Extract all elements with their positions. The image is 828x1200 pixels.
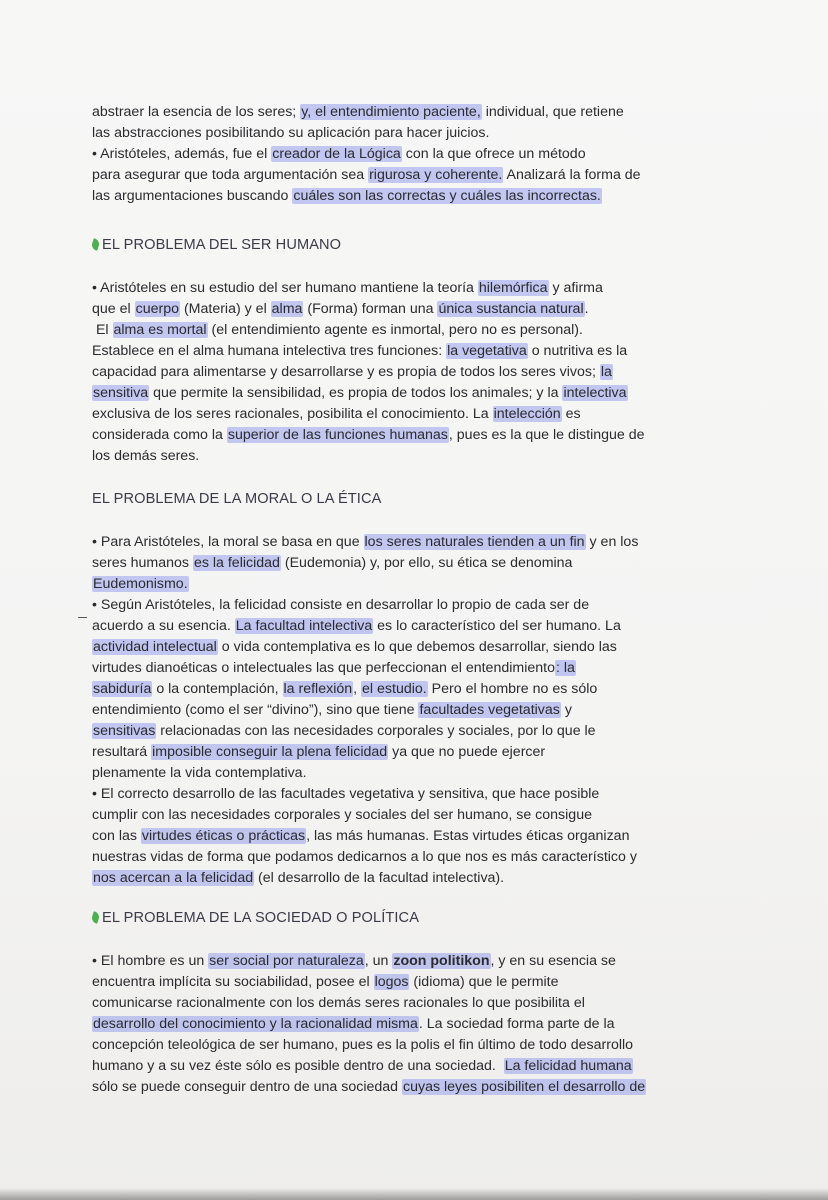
highlighted-text: Eudemonismo. <box>93 576 188 592</box>
highlighted-text: cuáles son las correctas y cuáles las incorrectas. <box>293 188 601 204</box>
highlighted-text: cuerpo <box>135 301 179 317</box>
text-segment: y afirma <box>548 280 603 296</box>
highlighted-text: nos acercan a la felicidad <box>93 870 254 886</box>
intro-paragraph <box>92 102 742 207</box>
text-line <box>92 658 742 679</box>
text-segment: • Aristóteles en su estudio del ser humano mantiene la teoría <box>92 280 478 296</box>
highlighted-text: superior de las funciones humanas <box>227 427 448 443</box>
text-segment: o nutritiva es la <box>527 343 628 359</box>
text-segment: • Aristóteles, además, fue el <box>92 146 272 162</box>
text-segment: individual, que retiene <box>481 104 624 120</box>
highlighted-text: única sustancia natural <box>438 301 584 317</box>
text-segment: ya que no puede ejercer <box>388 744 546 760</box>
text-segment: y en los <box>585 534 639 550</box>
text-segment: considerada como la <box>92 427 227 443</box>
highlighted-text: La felicidad humana <box>504 1058 632 1074</box>
text-segment: con la que ofrece un método <box>401 146 586 162</box>
highlighted-text: actividad intelectual <box>93 639 217 655</box>
text-line <box>92 721 742 742</box>
text-line <box>92 102 742 123</box>
text-line <box>92 404 742 425</box>
heading-sociedad: EL PROBLEMA DE LA SOCIEDAD O POLÍTICA <box>92 908 742 929</box>
text-segment: encuentra implícita su sociabilidad, posee el <box>92 974 374 990</box>
highlighted-text: La facultad intelectiva <box>235 618 373 634</box>
text-line <box>92 637 742 658</box>
text-segment: o la contemplación, <box>152 681 283 697</box>
highlighted-text: rigurosa y coherente. <box>369 167 503 183</box>
text-segment: • Según Aristóteles, la felicidad consiste en desarrollar lo propio de cada ser de <box>92 597 590 613</box>
text-line <box>92 123 742 144</box>
highlighted-text: intelección <box>493 406 561 422</box>
highlighted-text: ser social por naturaleza <box>209 953 364 969</box>
text-segment: Pero el hombre no es sólo <box>427 681 598 697</box>
highlighted-text: cuyas leyes posibiliten el desarrollo de <box>403 1079 646 1095</box>
text-segment: (el entendimiento agente es inmortal, pero no es personal). <box>207 322 583 338</box>
text-line <box>92 742 742 763</box>
text-segment: , pues es la que le distingue de <box>448 427 645 443</box>
text-line <box>92 144 742 165</box>
highlighted-text: y, el entendimiento paciente, <box>301 104 481 120</box>
text-segment: es lo característico del ser humano. La <box>373 618 621 634</box>
text-segment: cumplir con las necesidades corporales y sociales del ser humano, se consigue <box>92 807 592 823</box>
highlighted-text: sensitivas <box>93 723 156 739</box>
text-segment: . La sociedad forma parte de la <box>418 1016 615 1032</box>
text-segment: y <box>560 702 572 718</box>
moral-paragraph <box>92 532 742 889</box>
text-segment: con las <box>92 828 141 844</box>
text-line <box>92 700 742 721</box>
heading-moral: EL PROBLEMA DE LA MORAL O LA ÉTICA <box>92 491 382 507</box>
text-segment: abstraer la esencia de los seres; <box>92 104 301 120</box>
text-segment: plenamente la vida contemplativa. <box>92 765 307 781</box>
heading-ser-humano: EL PROBLEMA DEL SER HUMANO <box>92 235 742 256</box>
text-segment: comunicarse racionalmente con los demás seres racionales lo que posibilita el <box>92 995 585 1011</box>
highlighted-text: es la felicidad <box>193 555 280 571</box>
highlighted-bold-text: zoon politikon <box>393 953 490 969</box>
text-line <box>92 1077 742 1098</box>
highlighted-text: la <box>600 364 612 380</box>
highlighted-text: : la <box>555 660 575 676</box>
text-segment: (Eudemonia) y, por ello, su ética se denomina <box>280 555 573 571</box>
text-line <box>92 1056 742 1077</box>
text-segment: Establece en el alma humana intelectiva tres funciones: <box>92 343 447 359</box>
text-segment: seres humanos <box>92 555 193 571</box>
text-line <box>92 278 742 299</box>
text-segment: , las más humanas. Estas virtudes éticas organizan <box>306 828 630 844</box>
text-segment: nuestras vidas de forma que podamos dedicarnos a lo que nos es más característico y <box>92 849 637 865</box>
highlighted-text: los seres naturales tienden a un fin <box>364 534 585 550</box>
leaf-bullet-icon <box>90 911 100 924</box>
highlighted-text: la reflexión <box>283 681 353 697</box>
text-line <box>92 972 742 993</box>
leaf-bullet-icon <box>90 238 100 251</box>
text-segment: relacionadas con las necesidades corporales y sociales, por lo que le <box>156 723 596 739</box>
text-segment: • Para Aristóteles, la moral se basa en que <box>92 534 364 550</box>
ser-humano-paragraph <box>92 278 742 467</box>
highlighted-text: el estudio. <box>362 681 427 697</box>
document-content <box>92 102 742 1098</box>
text-segment: • El correcto desarrollo de las facultades vegetativa y sensitiva, que hace posible <box>92 786 600 802</box>
text-segment: • El hombre es un <box>92 953 209 969</box>
text-line <box>92 763 742 784</box>
text-segment: para asegurar que toda argumentación sea <box>92 167 369 183</box>
text-segment: concepción teleológica de ser humano, pues es la polis el fin último de todo desarrollo <box>92 1037 634 1053</box>
text-line <box>92 951 742 972</box>
highlighted-text: creador de la Lógica <box>272 146 401 162</box>
text-line <box>92 341 742 362</box>
text-segment: (idioma) que le permite <box>409 974 559 990</box>
text-line <box>92 826 742 847</box>
text-segment: (el desarrollo de la facultad intelectiva). <box>254 870 505 886</box>
highlighted-text: virtudes éticas o prácticas <box>141 828 306 844</box>
highlighted-text: intelectiva <box>563 385 627 401</box>
highlighted-text: desarrollo del conocimiento y la racionalidad misma <box>93 1016 418 1032</box>
text-segment: exclusiva de los seres racionales, posibilita el conocimiento. La <box>92 406 493 422</box>
highlighted-text: sabiduría <box>93 681 152 697</box>
text-line <box>92 532 742 553</box>
text-segment: resultará <box>92 744 152 760</box>
text-segment: , <box>353 681 362 697</box>
text-segment: (Materia) y el <box>180 301 271 317</box>
text-segment: acuerdo a su esencia. <box>92 618 235 634</box>
text-line <box>92 553 742 574</box>
text-line <box>92 425 742 446</box>
highlighted-text: alma <box>271 301 303 317</box>
text-line <box>92 320 742 341</box>
text-line <box>92 784 742 805</box>
highlighted-text: imposible conseguir la plena felicidad <box>152 744 388 760</box>
text-segment: El <box>92 322 113 338</box>
text-line <box>92 165 742 186</box>
text-line <box>92 868 742 889</box>
text-line <box>92 574 742 595</box>
text-segment: Analizará la forma de <box>503 167 641 183</box>
text-segment: que el <box>92 301 135 317</box>
text-line <box>92 679 742 700</box>
text-segment: que permite la sensibilidad, es propia de todos los animales; y la <box>149 385 563 401</box>
highlighted-text: alma es mortal <box>113 322 207 338</box>
text-segment: humano y a su vez éste sólo es posible dentro de una sociedad. <box>92 1058 504 1074</box>
text-line <box>92 383 742 404</box>
text-segment: los demás seres. <box>92 448 200 464</box>
text-segment: . <box>584 301 589 317</box>
text-segment: las abstracciones posibilitando su aplicación para hacer juicios. <box>92 125 490 141</box>
text-segment: , y en su esencia se <box>490 953 616 969</box>
text-segment: virtudes dianoéticas o intelectuales las que perfeccionan el entendimiento <box>92 660 555 676</box>
text-segment: es <box>561 406 581 422</box>
margin-dash-mark <box>78 617 87 618</box>
text-segment: sólo se puede conseguir dentro de una sociedad <box>92 1079 402 1095</box>
text-line <box>92 616 742 637</box>
highlighted-text: facultades vegetativas <box>419 702 560 718</box>
text-line <box>92 186 742 207</box>
page-bottom-shadow <box>0 1188 828 1200</box>
sociedad-paragraph <box>92 951 742 1098</box>
text-line <box>92 805 742 826</box>
text-line <box>92 446 742 467</box>
text-segment: (Forma) forman una <box>303 301 438 317</box>
text-line <box>92 847 742 868</box>
text-line <box>92 993 742 1014</box>
text-segment: las argumentaciones buscando <box>92 188 293 204</box>
text-segment: , un <box>364 953 393 969</box>
text-line <box>92 1035 742 1056</box>
text-segment: entendimiento (como el ser “divino”), sino que tiene <box>92 702 419 718</box>
text-line <box>92 299 742 320</box>
text-line <box>92 595 742 616</box>
highlighted-text: la vegetativa <box>447 343 527 359</box>
text-segment: o vida contemplativa es lo que debemos desarrollar, siendo las <box>217 639 617 655</box>
highlighted-text: hilemórfica <box>478 280 548 296</box>
highlighted-text: logos <box>374 974 409 990</box>
text-line <box>92 1014 742 1035</box>
text-line <box>92 362 742 383</box>
highlighted-text: sensitiva <box>93 385 149 401</box>
text-segment: capacidad para alimentarse y desarrollarse y es propia de todos los seres vivos; <box>92 364 600 380</box>
